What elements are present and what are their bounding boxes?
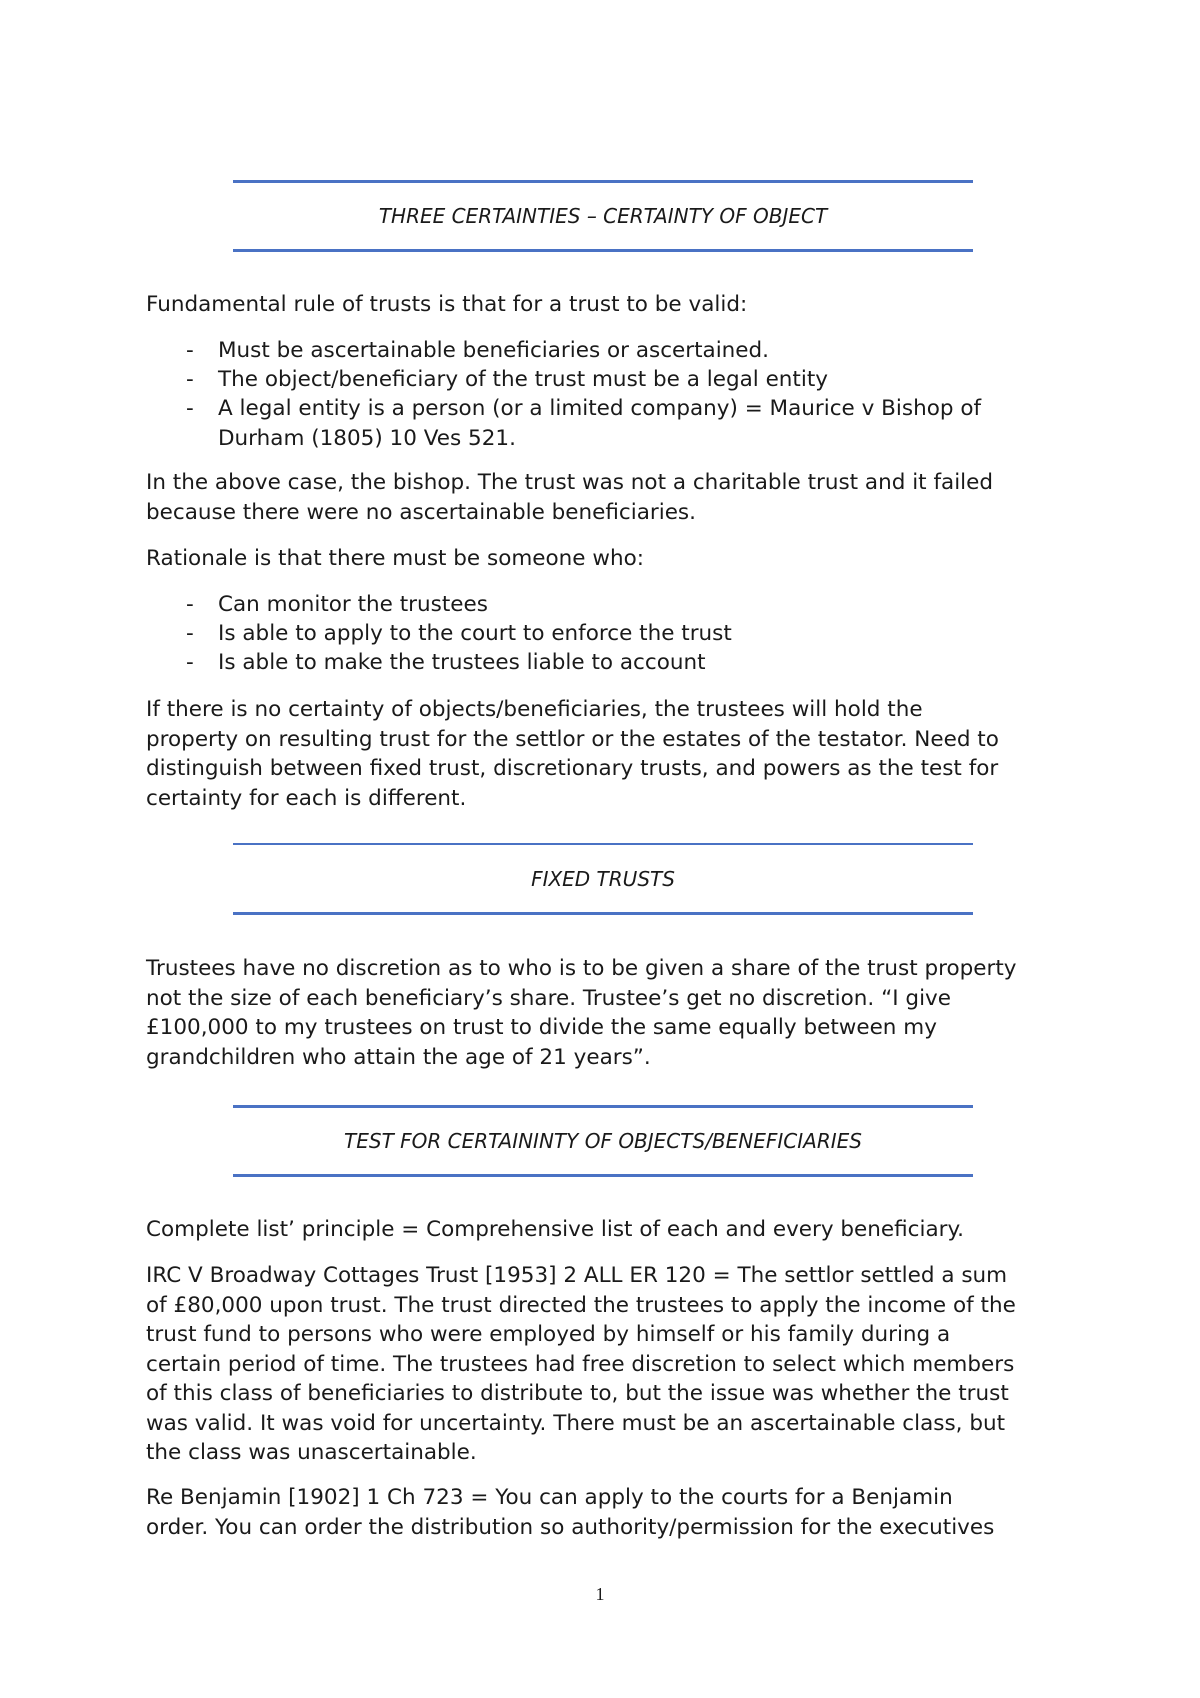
list-item-text: The object/beneficiary of the trust must be a legal entity — [218, 367, 828, 392]
section-heading: TEST FOR CERTAININTY OF OBJECTS/BENEFICIARIES — [344, 1129, 862, 1153]
irc-case-paragraph: IRC V Broadway Cottages Trust [1953] 2 ALL ER 120 = The settlor settled a sum of £80,000 upon trust. The trust directed the trustees to apply the income of the trust fund to persons who were employed by himself or his family during a certain period of time. The trustees had free discretion to select which members of this class of beneficiaries to distribute to, but the issue was whether the trust was valid. It was void for uncertainty. There must be an ascertainable class, but the class was unascertainable. — [146, 1263, 1016, 1465]
heading-rule-bottom — [233, 912, 973, 915]
heading-rule-bottom — [233, 1174, 973, 1177]
case-note-paragraph: In the above case, the bishop. The trust was not a charitable trust and it failed because there were no ascertainable beneficiaries. — [146, 470, 994, 525]
section-heading: THREE CERTAINTIES – CERTAINTY OF OBJECT — [378, 204, 828, 228]
fixed-trusts-paragraph: Trustees have no discretion as to who is to be given a share of the trust property not the size of each beneficiary’s share. Trustee’s get no discretion. “I give £100,000 to my trustees on trust to divide the same equally between my grandchildren who attain the age of 21 years”. — [146, 956, 1017, 1070]
list-dash: - — [186, 621, 194, 646]
complete-list-paragraph: Complete list’ principle = Comprehensive list of each and every beneficiary. — [146, 1217, 964, 1242]
list-item-text: Can monitor the trustees — [218, 592, 488, 617]
heading-rule-top — [233, 1105, 973, 1108]
list-dash: - — [186, 367, 194, 392]
heading-rule-bottom — [233, 249, 973, 252]
page-number: 1 — [595, 1584, 605, 1604]
no-certainty-paragraph: If there is no certainty of objects/beneficiaries, the trustees will hold the property on resulting trust for the settlor or the estates of the testator. Need to distinguish between fixed trust, discretionary trusts, and powers as the test for certainty for each is different. — [146, 697, 999, 811]
intro-paragraph: Fundamental rule of trusts is that for a trust to be valid: — [146, 292, 748, 317]
list-dash: - — [186, 650, 194, 675]
heading-rule-top — [233, 843, 973, 845]
list-item-text: A legal entity is a person (or a limited company) = Maurice v Bishop of Durham (1805) 10 Ves 521. — [218, 396, 982, 451]
list-item-text: Is able to make the trustees liable to account — [218, 650, 706, 675]
section-heading: FIXED TRUSTS — [531, 867, 675, 891]
rationale-paragraph: Rationale is that there must be someone who: — [146, 546, 644, 571]
heading-block-fixed-trusts — [233, 843, 973, 915]
heading-rule-top — [233, 180, 973, 183]
list-item-text: Must be ascertainable beneficiaries or ascertained. — [218, 338, 770, 363]
list-dash: - — [186, 396, 194, 421]
heading-block-certainty-of-object — [233, 180, 973, 252]
heading-block-test-for-certainty — [233, 1105, 973, 1177]
benjamin-case-paragraph: Re Benjamin [1902] 1 Ch 723 = You can apply to the courts for a Benjamin order. You can order the distribution so authority/permission for the executives — [146, 1485, 995, 1540]
list-dash: - — [186, 592, 194, 617]
list-dash: - — [186, 338, 194, 363]
list-item-text: Is able to apply to the court to enforce the trust — [218, 621, 732, 646]
